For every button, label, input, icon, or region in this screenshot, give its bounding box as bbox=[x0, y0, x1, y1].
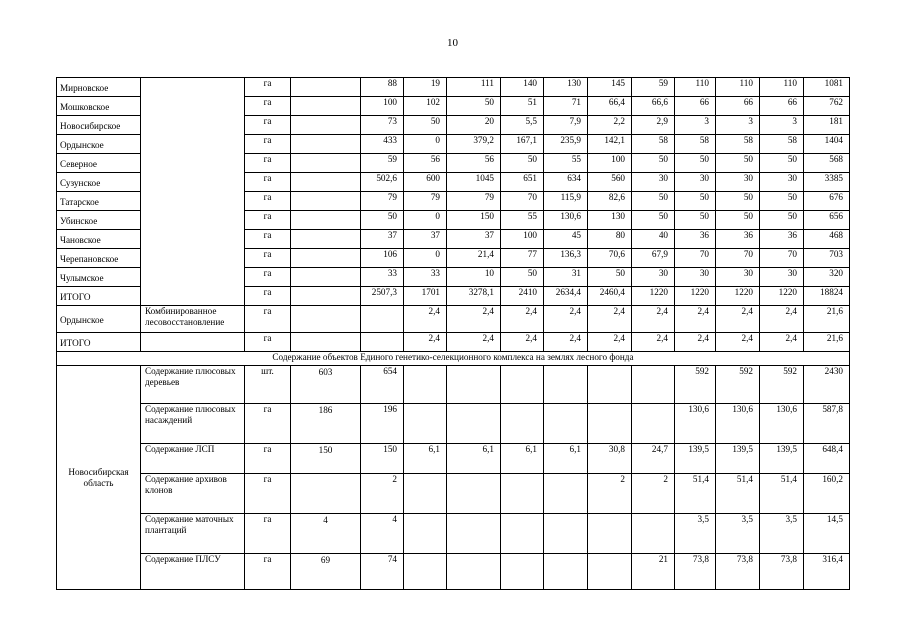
value-cell: 676 bbox=[804, 192, 850, 211]
value-cell bbox=[632, 366, 675, 404]
unit-cell: га bbox=[245, 211, 291, 230]
value-cell: 2,4 bbox=[544, 333, 588, 352]
value-cell: 70 bbox=[716, 249, 760, 268]
value-cell: 130,6 bbox=[760, 404, 804, 444]
value-cell: 50 bbox=[361, 211, 404, 230]
value-cell: 4 bbox=[361, 514, 404, 554]
value-cell: 36 bbox=[675, 230, 716, 249]
value-cell bbox=[291, 230, 361, 249]
value-cell: 2430 bbox=[804, 366, 850, 404]
value-cell: 2,2 bbox=[588, 116, 632, 135]
unit-cell: га bbox=[245, 444, 291, 474]
value-cell: 58 bbox=[675, 135, 716, 154]
unit-cell: га bbox=[245, 78, 291, 97]
value-cell: 50 bbox=[716, 211, 760, 230]
value-cell: 50 bbox=[501, 154, 544, 173]
value-cell: 14,5 bbox=[804, 514, 850, 554]
unit-cell: га bbox=[245, 514, 291, 554]
value-cell: 1701 bbox=[404, 287, 447, 306]
value-cell: 0 bbox=[404, 135, 447, 154]
value-cell bbox=[544, 404, 588, 444]
value-cell: 30 bbox=[760, 173, 804, 192]
value-cell: 2,4 bbox=[404, 306, 447, 333]
value-cell: 3,5 bbox=[675, 514, 716, 554]
unit-cell: га bbox=[245, 135, 291, 154]
page-number: 10 bbox=[447, 37, 458, 49]
value-cell: 379,2 bbox=[447, 135, 501, 154]
district-name: Северное bbox=[57, 154, 141, 173]
district-name: Чановское bbox=[57, 230, 141, 249]
value-cell: 0 bbox=[404, 249, 447, 268]
value-cell: 30,8 bbox=[588, 444, 632, 474]
total-label: ИТОГО bbox=[57, 333, 141, 352]
work-type-cell bbox=[141, 78, 245, 306]
value-cell: 24,7 bbox=[632, 444, 675, 474]
value-cell: 3385 bbox=[804, 173, 850, 192]
value-cell: 33 bbox=[404, 268, 447, 287]
value-cell bbox=[404, 404, 447, 444]
value-cell: 18824 bbox=[804, 287, 850, 306]
value-cell: 2,4 bbox=[716, 306, 760, 333]
value-cell: 2507,3 bbox=[361, 287, 404, 306]
value-cell: 50 bbox=[501, 268, 544, 287]
value-cell: 592 bbox=[716, 366, 760, 404]
value-cell bbox=[291, 249, 361, 268]
value-cell: 130 bbox=[588, 211, 632, 230]
value-cell: 703 bbox=[804, 249, 850, 268]
value-cell: 30 bbox=[716, 173, 760, 192]
value-cell: 4 bbox=[291, 514, 361, 554]
value-cell: 40 bbox=[632, 230, 675, 249]
value-cell bbox=[501, 554, 544, 590]
work-type-cell: Содержание архивов клонов bbox=[141, 474, 245, 514]
value-cell: 100 bbox=[501, 230, 544, 249]
value-cell: 2,4 bbox=[675, 333, 716, 352]
value-cell: 2,4 bbox=[760, 306, 804, 333]
district-name: Ордынское bbox=[57, 306, 141, 333]
value-cell: 36 bbox=[760, 230, 804, 249]
district-name: Мошковское bbox=[57, 97, 141, 116]
value-cell: 21,6 bbox=[804, 306, 850, 333]
value-cell bbox=[291, 192, 361, 211]
value-cell: 77 bbox=[501, 249, 544, 268]
unit-cell: га bbox=[245, 333, 291, 352]
value-cell: 651 bbox=[501, 173, 544, 192]
unit-cell: га bbox=[245, 249, 291, 268]
value-cell: 74 bbox=[361, 554, 404, 590]
value-cell: 88 bbox=[361, 78, 404, 97]
value-cell: 50 bbox=[716, 192, 760, 211]
value-cell: 1220 bbox=[632, 287, 675, 306]
value-cell: 51 bbox=[501, 97, 544, 116]
value-cell: 30 bbox=[632, 268, 675, 287]
value-cell: 73,8 bbox=[716, 554, 760, 590]
value-cell bbox=[501, 514, 544, 554]
value-cell: 21,4 bbox=[447, 249, 501, 268]
value-cell bbox=[447, 366, 501, 404]
value-cell: 30 bbox=[675, 268, 716, 287]
value-cell: 10 bbox=[447, 268, 501, 287]
value-cell bbox=[404, 514, 447, 554]
value-cell: 433 bbox=[361, 135, 404, 154]
value-cell: 31 bbox=[544, 268, 588, 287]
table-row bbox=[57, 333, 850, 352]
district-name: Татарское bbox=[57, 192, 141, 211]
value-cell bbox=[291, 211, 361, 230]
value-cell: 6,1 bbox=[544, 444, 588, 474]
value-cell: 130,6 bbox=[716, 404, 760, 444]
region-name: Новосибирская область bbox=[57, 366, 141, 590]
value-cell: 110 bbox=[675, 78, 716, 97]
value-cell: 130 bbox=[544, 78, 588, 97]
value-cell: 73,8 bbox=[760, 554, 804, 590]
value-cell: 50 bbox=[760, 154, 804, 173]
unit-cell: га bbox=[245, 116, 291, 135]
value-cell: 37 bbox=[447, 230, 501, 249]
value-cell bbox=[291, 287, 361, 306]
value-cell: 2410 bbox=[501, 287, 544, 306]
value-cell: 634 bbox=[544, 173, 588, 192]
value-cell: 50 bbox=[675, 192, 716, 211]
value-cell: 587,8 bbox=[804, 404, 850, 444]
value-cell bbox=[361, 306, 404, 333]
value-cell: 5,5 bbox=[501, 116, 544, 135]
value-cell: 110 bbox=[716, 78, 760, 97]
value-cell bbox=[291, 97, 361, 116]
work-type-cell: Комбинированное лесовосстановление bbox=[141, 306, 245, 333]
value-cell bbox=[447, 474, 501, 514]
value-cell: 67,9 bbox=[632, 249, 675, 268]
value-cell: 139,5 bbox=[675, 444, 716, 474]
value-cell: 36 bbox=[716, 230, 760, 249]
value-cell: 82,6 bbox=[588, 192, 632, 211]
work-type-cell: Содержание ПЛСУ bbox=[141, 554, 245, 590]
value-cell: 2,4 bbox=[588, 333, 632, 352]
value-cell: 3278,1 bbox=[447, 287, 501, 306]
value-cell: 55 bbox=[501, 211, 544, 230]
value-cell: 50 bbox=[675, 154, 716, 173]
value-cell: 66,6 bbox=[632, 97, 675, 116]
value-cell: 2634,4 bbox=[544, 287, 588, 306]
value-cell: 235,9 bbox=[544, 135, 588, 154]
value-cell: 79 bbox=[361, 192, 404, 211]
value-cell: 142,1 bbox=[588, 135, 632, 154]
table-row bbox=[57, 554, 850, 590]
value-cell: 58 bbox=[632, 135, 675, 154]
unit-cell: га bbox=[245, 404, 291, 444]
value-cell: 30 bbox=[716, 268, 760, 287]
value-cell: 58 bbox=[760, 135, 804, 154]
value-cell: 50 bbox=[675, 211, 716, 230]
value-cell bbox=[291, 333, 361, 352]
value-cell: 130,6 bbox=[675, 404, 716, 444]
value-cell bbox=[404, 554, 447, 590]
value-cell: 3,5 bbox=[760, 514, 804, 554]
value-cell: 1045 bbox=[447, 173, 501, 192]
value-cell: 50 bbox=[404, 116, 447, 135]
value-cell bbox=[291, 135, 361, 154]
value-cell: 654 bbox=[361, 366, 404, 404]
value-cell: 7,9 bbox=[544, 116, 588, 135]
value-cell: 568 bbox=[804, 154, 850, 173]
value-cell: 30 bbox=[675, 173, 716, 192]
district-name: Убинское bbox=[57, 211, 141, 230]
value-cell: 150 bbox=[447, 211, 501, 230]
value-cell: 2,4 bbox=[544, 306, 588, 333]
value-cell: 66 bbox=[716, 97, 760, 116]
value-cell: 50 bbox=[447, 97, 501, 116]
value-cell bbox=[447, 514, 501, 554]
work-type-cell: Содержание ЛСП bbox=[141, 444, 245, 474]
unit-cell: га bbox=[245, 287, 291, 306]
value-cell: 656 bbox=[804, 211, 850, 230]
value-cell: 21 bbox=[632, 554, 675, 590]
work-type-cell: Содержание плюсовых деревьев bbox=[141, 366, 245, 404]
unit-cell: шт. bbox=[245, 366, 291, 404]
value-cell: 55 bbox=[544, 154, 588, 173]
unit-cell: га bbox=[245, 154, 291, 173]
work-type-cell: Содержание плюсовых насаждений bbox=[141, 404, 245, 444]
value-cell: 2,4 bbox=[632, 333, 675, 352]
value-cell: 139,5 bbox=[716, 444, 760, 474]
district-name: ИТОГО bbox=[57, 287, 141, 306]
value-cell: 51,4 bbox=[675, 474, 716, 514]
table-row bbox=[57, 78, 850, 97]
value-cell: 50 bbox=[760, 192, 804, 211]
table-row bbox=[57, 444, 850, 474]
value-cell: 102 bbox=[404, 97, 447, 116]
value-cell: 2,4 bbox=[588, 306, 632, 333]
value-cell: 160,2 bbox=[804, 474, 850, 514]
value-cell: 648,4 bbox=[804, 444, 850, 474]
value-cell bbox=[544, 474, 588, 514]
value-cell: 51,4 bbox=[760, 474, 804, 514]
value-cell: 1404 bbox=[804, 135, 850, 154]
value-cell: 0 bbox=[404, 211, 447, 230]
value-cell: 69 bbox=[291, 554, 361, 590]
value-cell bbox=[447, 554, 501, 590]
value-cell: 186 bbox=[291, 404, 361, 444]
value-cell: 140 bbox=[501, 78, 544, 97]
value-cell: 21,6 bbox=[804, 333, 850, 352]
value-cell: 56 bbox=[404, 154, 447, 173]
value-cell bbox=[291, 268, 361, 287]
value-cell: 2,4 bbox=[501, 333, 544, 352]
unit-cell: га bbox=[245, 97, 291, 116]
value-cell bbox=[501, 404, 544, 444]
value-cell: 592 bbox=[675, 366, 716, 404]
value-cell: 592 bbox=[760, 366, 804, 404]
value-cell: 50 bbox=[588, 268, 632, 287]
value-cell bbox=[361, 333, 404, 352]
value-cell bbox=[588, 554, 632, 590]
value-cell: 80 bbox=[588, 230, 632, 249]
table-row bbox=[57, 514, 850, 554]
district-name: Ордынское bbox=[57, 135, 141, 154]
value-cell: 6,1 bbox=[447, 444, 501, 474]
value-cell bbox=[291, 173, 361, 192]
value-cell: 2,4 bbox=[447, 306, 501, 333]
value-cell bbox=[291, 154, 361, 173]
value-cell: 181 bbox=[804, 116, 850, 135]
value-cell bbox=[291, 306, 361, 333]
value-cell: 71 bbox=[544, 97, 588, 116]
value-cell: 320 bbox=[804, 268, 850, 287]
value-cell: 56 bbox=[447, 154, 501, 173]
table-row bbox=[57, 474, 850, 514]
value-cell: 502,6 bbox=[361, 173, 404, 192]
value-cell: 100 bbox=[361, 97, 404, 116]
value-cell bbox=[404, 474, 447, 514]
value-cell: 20 bbox=[447, 116, 501, 135]
unit-cell: га bbox=[245, 554, 291, 590]
value-cell: 762 bbox=[804, 97, 850, 116]
value-cell: 50 bbox=[760, 211, 804, 230]
value-cell: 1220 bbox=[675, 287, 716, 306]
value-cell bbox=[404, 366, 447, 404]
value-cell bbox=[291, 474, 361, 514]
value-cell: 110 bbox=[760, 78, 804, 97]
value-cell bbox=[544, 514, 588, 554]
value-cell: 1220 bbox=[760, 287, 804, 306]
value-cell: 45 bbox=[544, 230, 588, 249]
district-name: Черепановское bbox=[57, 249, 141, 268]
value-cell: 2 bbox=[632, 474, 675, 514]
value-cell: 2 bbox=[588, 474, 632, 514]
value-cell: 2,4 bbox=[447, 333, 501, 352]
value-cell: 50 bbox=[716, 154, 760, 173]
value-cell: 130,6 bbox=[544, 211, 588, 230]
value-cell: 106 bbox=[361, 249, 404, 268]
district-name: Новосибирское bbox=[57, 116, 141, 135]
table-row bbox=[57, 366, 850, 404]
unit-cell: га bbox=[245, 474, 291, 514]
value-cell: 150 bbox=[361, 444, 404, 474]
value-cell: 66,4 bbox=[588, 97, 632, 116]
value-cell: 2460,4 bbox=[588, 287, 632, 306]
value-cell bbox=[544, 554, 588, 590]
value-cell: 2,4 bbox=[760, 333, 804, 352]
work-type-cell bbox=[141, 333, 245, 352]
value-cell: 79 bbox=[447, 192, 501, 211]
value-cell: 3,5 bbox=[716, 514, 760, 554]
value-cell: 66 bbox=[760, 97, 804, 116]
value-cell: 37 bbox=[404, 230, 447, 249]
value-cell: 150 bbox=[291, 444, 361, 474]
value-cell: 100 bbox=[588, 154, 632, 173]
value-cell: 50 bbox=[632, 211, 675, 230]
value-cell: 196 bbox=[361, 404, 404, 444]
value-cell: 73 bbox=[361, 116, 404, 135]
value-cell: 58 bbox=[716, 135, 760, 154]
table-row bbox=[57, 404, 850, 444]
forestry-table bbox=[56, 77, 850, 590]
section-header-row bbox=[57, 352, 850, 366]
value-cell: 1081 bbox=[804, 78, 850, 97]
value-cell: 600 bbox=[404, 173, 447, 192]
value-cell bbox=[632, 514, 675, 554]
work-type-cell: Содержание маточных плантаций bbox=[141, 514, 245, 554]
value-cell bbox=[291, 78, 361, 97]
value-cell bbox=[588, 514, 632, 554]
value-cell: 3 bbox=[675, 116, 716, 135]
value-cell: 468 bbox=[804, 230, 850, 249]
value-cell bbox=[588, 366, 632, 404]
value-cell: 2,4 bbox=[632, 306, 675, 333]
value-cell: 2 bbox=[361, 474, 404, 514]
value-cell: 70,6 bbox=[588, 249, 632, 268]
value-cell: 19 bbox=[404, 78, 447, 97]
value-cell: 30 bbox=[632, 173, 675, 192]
value-cell bbox=[632, 404, 675, 444]
district-name: Чулымское bbox=[57, 268, 141, 287]
value-cell: 3 bbox=[716, 116, 760, 135]
district-name: Сузунское bbox=[57, 173, 141, 192]
value-cell bbox=[291, 116, 361, 135]
value-cell: 560 bbox=[588, 173, 632, 192]
value-cell: 59 bbox=[361, 154, 404, 173]
value-cell: 316,4 bbox=[804, 554, 850, 590]
value-cell: 111 bbox=[447, 78, 501, 97]
value-cell: 3 bbox=[760, 116, 804, 135]
value-cell: 145 bbox=[588, 78, 632, 97]
value-cell bbox=[447, 404, 501, 444]
value-cell: 603 bbox=[291, 366, 361, 404]
value-cell: 2,4 bbox=[501, 306, 544, 333]
value-cell bbox=[588, 404, 632, 444]
value-cell: 2,4 bbox=[675, 306, 716, 333]
value-cell: 139,5 bbox=[760, 444, 804, 474]
value-cell: 2,4 bbox=[404, 333, 447, 352]
value-cell: 115,9 bbox=[544, 192, 588, 211]
value-cell: 70 bbox=[501, 192, 544, 211]
value-cell: 6,1 bbox=[404, 444, 447, 474]
value-cell bbox=[501, 474, 544, 514]
value-cell bbox=[501, 366, 544, 404]
section-title: Содержание объектов Единого генетико-селекционного комплекса на землях лесного фонда bbox=[57, 352, 850, 366]
unit-cell: га bbox=[245, 192, 291, 211]
value-cell: 2,9 bbox=[632, 116, 675, 135]
value-cell: 73,8 bbox=[675, 554, 716, 590]
value-cell: 136,3 bbox=[544, 249, 588, 268]
value-cell: 79 bbox=[404, 192, 447, 211]
value-cell: 50 bbox=[632, 154, 675, 173]
value-cell: 59 bbox=[632, 78, 675, 97]
unit-cell: га bbox=[245, 268, 291, 287]
district-name: Мирновское bbox=[57, 78, 141, 97]
value-cell: 50 bbox=[632, 192, 675, 211]
value-cell: 33 bbox=[361, 268, 404, 287]
value-cell: 167,1 bbox=[501, 135, 544, 154]
value-cell: 30 bbox=[760, 268, 804, 287]
value-cell: 37 bbox=[361, 230, 404, 249]
table-row bbox=[57, 306, 850, 333]
value-cell bbox=[544, 366, 588, 404]
value-cell: 70 bbox=[760, 249, 804, 268]
unit-cell: га bbox=[245, 306, 291, 333]
unit-cell: га bbox=[245, 230, 291, 249]
value-cell: 51,4 bbox=[716, 474, 760, 514]
value-cell: 66 bbox=[675, 97, 716, 116]
value-cell: 70 bbox=[675, 249, 716, 268]
value-cell: 2,4 bbox=[716, 333, 760, 352]
value-cell: 6,1 bbox=[501, 444, 544, 474]
value-cell: 1220 bbox=[716, 287, 760, 306]
unit-cell: га bbox=[245, 173, 291, 192]
